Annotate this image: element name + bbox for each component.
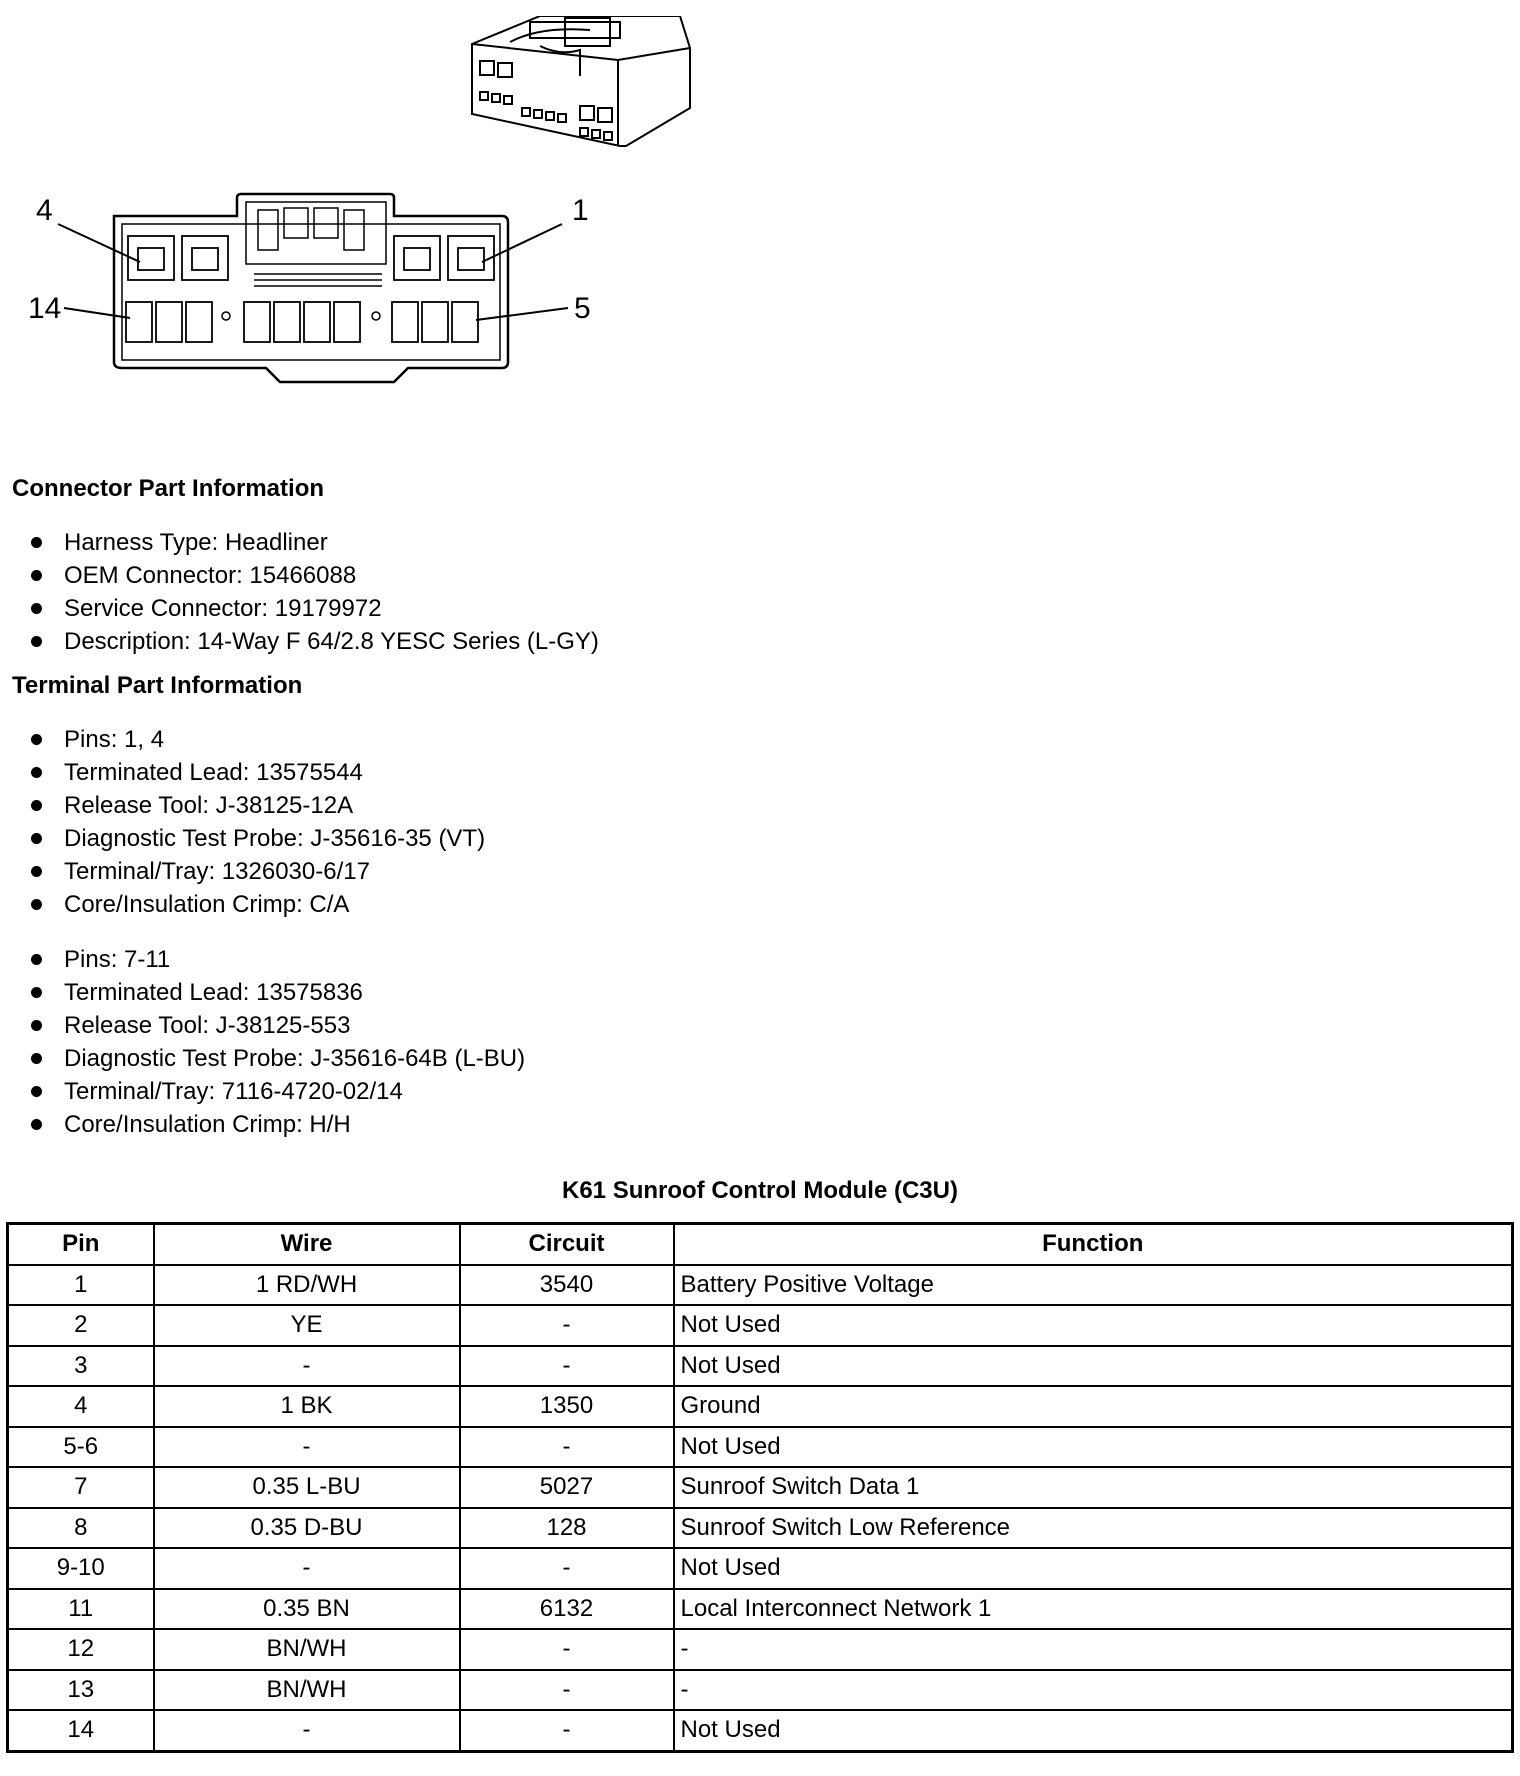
table-row xyxy=(8,1629,1513,1670)
bullet-icon xyxy=(31,636,42,647)
wire-cell: - xyxy=(154,1548,460,1589)
circuit-cell: 5027 xyxy=(460,1467,674,1508)
bullet-icon xyxy=(31,1053,42,1064)
table-row xyxy=(8,1467,1513,1508)
wire-cell: 0.35 L-BU xyxy=(154,1467,460,1508)
bullet-icon xyxy=(31,767,42,778)
list-item: Pins: 1, 4 xyxy=(28,723,485,756)
circuit-cell: - xyxy=(460,1670,674,1711)
circuit-cell: - xyxy=(460,1710,674,1751)
circuit-cell: - xyxy=(460,1305,674,1346)
table-row xyxy=(8,1670,1513,1711)
bullet-icon xyxy=(31,954,42,965)
circuit-cell: 128 xyxy=(460,1508,674,1549)
table-row xyxy=(8,1386,1513,1427)
pin-cell: 7 xyxy=(8,1467,154,1508)
circuit-cell: - xyxy=(460,1427,674,1468)
connector-info-list xyxy=(28,526,599,658)
wire-cell: 1 BK xyxy=(154,1386,460,1427)
list-item: Core/Insulation Crimp: C/A xyxy=(28,888,485,921)
pin-cell: 9-10 xyxy=(8,1548,154,1589)
list-item: Terminated Lead: 13575544 xyxy=(28,756,485,789)
list-item: Diagnostic Test Probe: J-35616-35 (VT) xyxy=(28,822,485,855)
function-cell: Ground xyxy=(674,1386,1513,1427)
circuit-cell: 1350 xyxy=(460,1386,674,1427)
table-row xyxy=(8,1548,1513,1589)
table-row xyxy=(8,1508,1513,1549)
bullet-icon xyxy=(31,899,42,910)
table-row xyxy=(8,1265,1513,1306)
bullet-icon xyxy=(31,734,42,745)
terminal-info-list-2 xyxy=(28,943,525,1141)
pin-cell: 1 xyxy=(8,1265,154,1306)
pin-cell: 8 xyxy=(8,1508,154,1549)
function-cell: - xyxy=(674,1670,1513,1711)
function-cell: - xyxy=(674,1629,1513,1670)
bullet-icon xyxy=(31,800,42,811)
wire-cell: - xyxy=(154,1346,460,1387)
pin-label-1: 1 xyxy=(572,194,589,227)
table-row xyxy=(8,1305,1513,1346)
function-cell: Not Used xyxy=(674,1710,1513,1751)
bullet-icon xyxy=(31,833,42,844)
pin-label-5: 5 xyxy=(574,292,591,325)
wire-cell: - xyxy=(154,1710,460,1751)
column-header-wire: Wire xyxy=(154,1224,460,1265)
bullet-icon xyxy=(31,866,42,877)
bullet-icon xyxy=(31,1086,42,1097)
pin-cell: 13 xyxy=(8,1670,154,1711)
bullet-icon xyxy=(31,537,42,548)
bullet-icon xyxy=(31,570,42,581)
circuit-cell: 6132 xyxy=(460,1589,674,1630)
pin-cell: 12 xyxy=(8,1629,154,1670)
connector-isometric-illustration xyxy=(470,16,700,166)
pin-label-14: 14 xyxy=(28,292,62,325)
connector-info-heading: Connector Part Information xyxy=(12,475,325,502)
bullet-icon xyxy=(31,1020,42,1031)
circuit-cell: - xyxy=(460,1346,674,1387)
connector-face-diagram xyxy=(22,186,602,396)
pin-cell: 4 xyxy=(8,1386,154,1427)
list-item: Pins: 7-11 xyxy=(28,943,525,976)
bullet-icon xyxy=(31,603,42,614)
circuit-cell: - xyxy=(460,1629,674,1670)
wire-cell: 1 RD/WH xyxy=(154,1265,460,1306)
list-item: OEM Connector: 15466088 xyxy=(28,559,599,592)
list-item: Release Tool: J-38125-12A xyxy=(28,789,485,822)
function-cell: Not Used xyxy=(674,1305,1513,1346)
list-item: Terminal/Tray: 7116-4720-02/14 xyxy=(28,1075,525,1108)
list-item: Terminal/Tray: 1326030-6/17 xyxy=(28,855,485,888)
list-item: Service Connector: 19179972 xyxy=(28,592,599,625)
function-cell: Battery Positive Voltage xyxy=(674,1265,1513,1306)
wire-cell: YE xyxy=(154,1305,460,1346)
list-item: Terminated Lead: 13575836 xyxy=(28,976,525,1009)
list-item: Description: 14-Way F 64/2.8 YESC Series (L-GY) xyxy=(28,625,599,658)
table-header-row xyxy=(8,1224,1513,1265)
wire-cell: BN/WH xyxy=(154,1670,460,1711)
circuit-cell: - xyxy=(460,1548,674,1589)
pin-cell: 14 xyxy=(8,1710,154,1751)
circuit-cell: 3540 xyxy=(460,1265,674,1306)
wire-cell: - xyxy=(154,1427,460,1468)
column-header-function: Function xyxy=(674,1224,1513,1265)
list-item: Harness Type: Headliner xyxy=(28,526,599,559)
function-cell: Sunroof Switch Data 1 xyxy=(674,1467,1513,1508)
column-header-pin: Pin xyxy=(8,1224,154,1265)
table-row xyxy=(8,1589,1513,1630)
column-header-circuit: Circuit xyxy=(460,1224,674,1265)
function-cell: Sunroof Switch Low Reference xyxy=(674,1508,1513,1549)
list-item: Diagnostic Test Probe: J-35616-64B (L-BU) xyxy=(28,1042,525,1075)
table-title: K61 Sunroof Control Module (C3U) xyxy=(562,1177,958,1204)
list-item: Core/Insulation Crimp: H/H xyxy=(28,1108,525,1141)
pinout-table xyxy=(6,1222,1514,1753)
table-row xyxy=(8,1346,1513,1387)
pin-cell: 2 xyxy=(8,1305,154,1346)
wire-cell: 0.35 D-BU xyxy=(154,1508,460,1549)
table-row xyxy=(8,1710,1513,1751)
wire-cell: BN/WH xyxy=(154,1629,460,1670)
pin-cell: 11 xyxy=(8,1589,154,1630)
function-cell: Not Used xyxy=(674,1346,1513,1387)
list-item: Release Tool: J-38125-553 xyxy=(28,1009,525,1042)
function-cell: Local Interconnect Network 1 xyxy=(674,1589,1513,1630)
pin-label-4: 4 xyxy=(36,194,53,227)
terminal-info-list-1 xyxy=(28,723,485,921)
table-row xyxy=(8,1427,1513,1468)
terminal-info-heading: Terminal Part Information xyxy=(12,672,303,699)
bullet-icon xyxy=(31,1119,42,1130)
function-cell: Not Used xyxy=(674,1427,1513,1468)
wire-cell: 0.35 BN xyxy=(154,1589,460,1630)
pin-cell: 3 xyxy=(8,1346,154,1387)
bullet-icon xyxy=(31,987,42,998)
pin-cell: 5-6 xyxy=(8,1427,154,1468)
function-cell: Not Used xyxy=(674,1548,1513,1589)
